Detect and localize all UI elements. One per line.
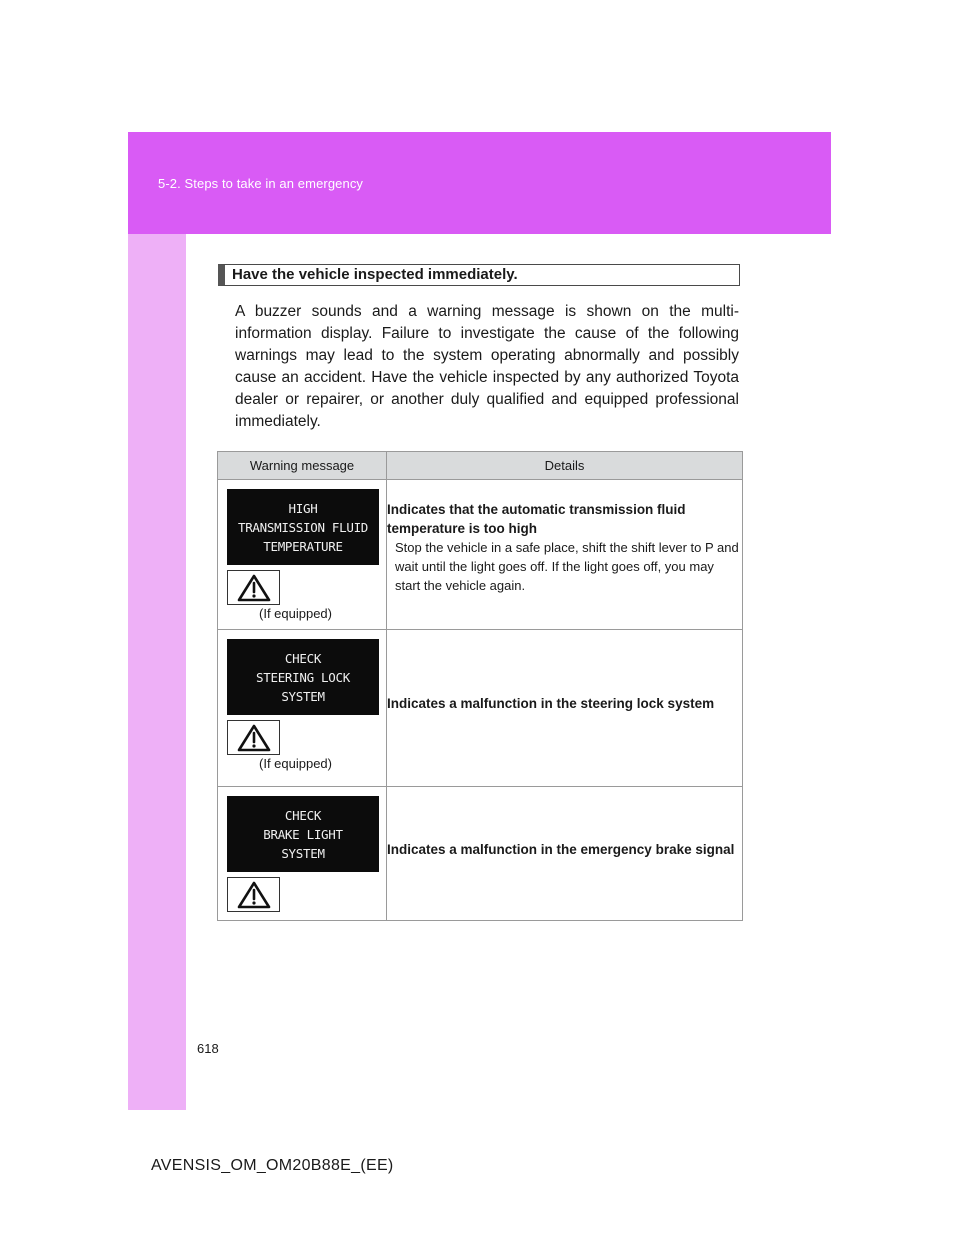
details-cell (387, 630, 743, 787)
multi-information-display (227, 639, 379, 715)
section-heading: Have the vehicle inspected immediately. (218, 264, 740, 286)
document-code: AVENSIS_OM_OM20B88E_(EE) (151, 1157, 394, 1174)
detail-title: Indicates that the automatic transmission fluid temperature is too high (387, 502, 686, 536)
warning-triangle-icon (237, 881, 271, 909)
table-row (218, 787, 743, 921)
side-tab-strip (128, 234, 186, 1110)
display-line: SYSTEM (281, 845, 325, 861)
display-line: CHECK (284, 807, 322, 823)
display-line: HIGH (288, 500, 318, 516)
multi-information-display (227, 489, 379, 565)
warning-message-table (217, 451, 743, 921)
display-line: SYSTEM (281, 688, 325, 704)
detail-title: Indicates a malfunction in the steering lock system (387, 695, 715, 711)
display-line: TEMPERATURE (263, 538, 343, 554)
master-warning-indicator (227, 720, 280, 755)
warning-message-cell (218, 787, 387, 921)
display-line: TRANSMISSION FLUID (237, 519, 369, 535)
warning-triangle-icon (237, 724, 271, 752)
master-warning-indicator (227, 877, 280, 912)
master-warning-indicator (227, 570, 280, 605)
detail-title: Indicates a malfunction in the emergency brake signal (387, 842, 735, 857)
display-line: CHECK (284, 650, 322, 666)
multi-information-display (227, 796, 379, 872)
display-line: BRAKE LIGHT (263, 826, 343, 842)
section-title: 5-2. Steps to take in an emergency (158, 176, 364, 191)
table-header-row (218, 452, 743, 480)
warning-triangle-icon (237, 574, 271, 602)
equipment-note: (If equipped) (259, 606, 332, 621)
intro-paragraph: A buzzer sounds and a warning message is shown on the multi-information display. Failure to investigate the cause of the following warnings may lead to the system operating abnormally and possibly cause an accident. Have the vehicle inspected by any authorized Toyota dealer or repairer, or another duly qualified and equipped professional immediately. (235, 303, 739, 430)
display-line: STEERING LOCK (256, 669, 350, 685)
page-number: 618 (197, 1041, 219, 1056)
warning-message-cell (218, 480, 387, 630)
column-header-details: Details (387, 452, 743, 480)
details-cell (387, 480, 743, 630)
chapter-header-band (128, 132, 831, 234)
details-cell (387, 787, 743, 921)
column-header-warning-message: Warning message (218, 452, 387, 480)
equipment-note: (If equipped) (259, 756, 332, 771)
detail-body: Stop the vehicle in a safe place, shift the shift lever to P and wait until the light goes off. If the light goes off, you may start the vehicle again. (395, 540, 739, 593)
warning-message-cell (218, 630, 387, 787)
table-row (218, 630, 743, 787)
table-row (218, 480, 743, 630)
